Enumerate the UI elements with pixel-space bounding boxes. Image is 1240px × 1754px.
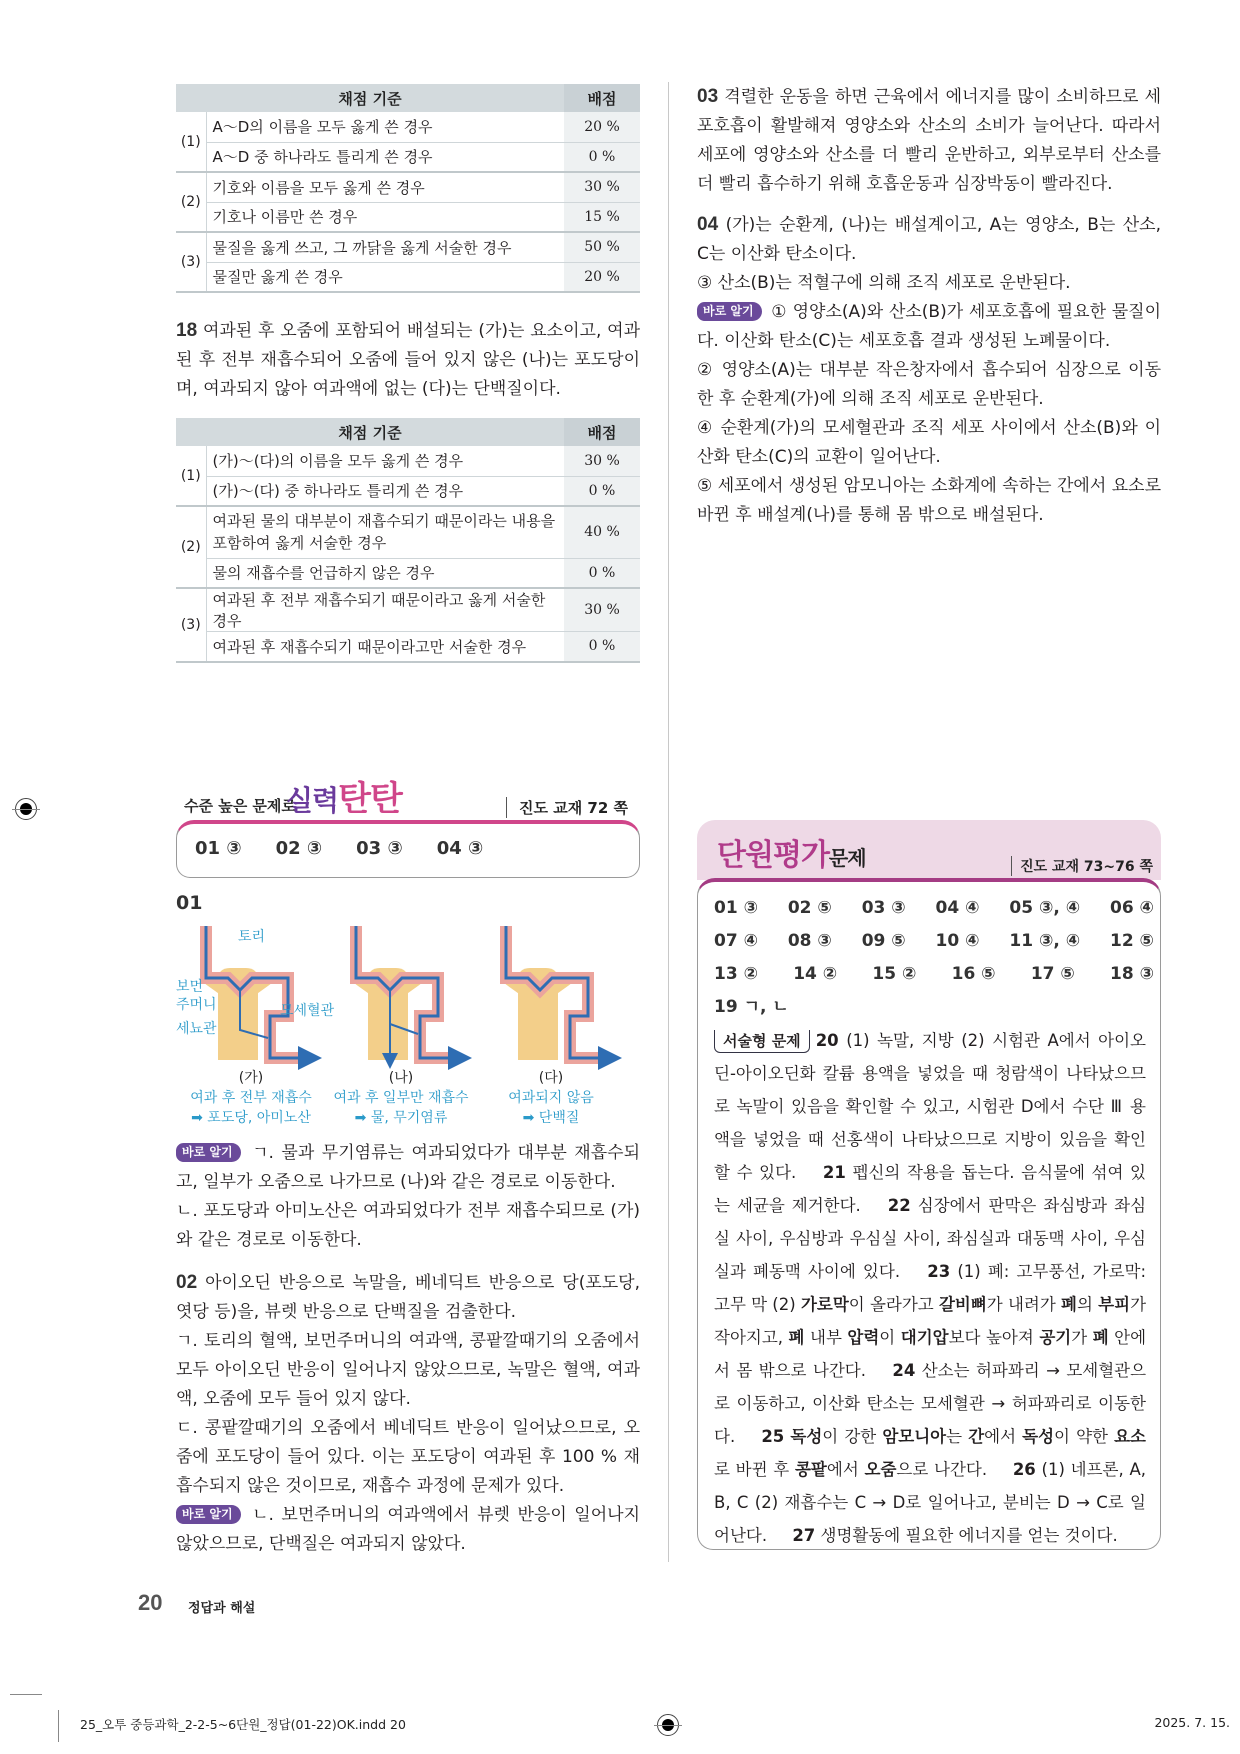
answer-text: 이 강한 (822, 1427, 883, 1446)
answer-text: 안에서 몸 밖으로 나간다. (714, 1328, 1147, 1380)
textbook-reference: 진도 교재 72 쪽 (506, 797, 628, 818)
answer-key-item: 02 ⑤ (787, 898, 832, 918)
answer-key-item: 04 ④ (935, 898, 980, 918)
answer-key-item: 13 ② (714, 964, 758, 984)
group-label: (3) (176, 588, 206, 662)
caption-ga (176, 1068, 326, 1128)
table-header-points: 배점 (564, 84, 640, 112)
keyword: 독성 (1022, 1427, 1055, 1446)
answer-key-item: 12 ⑤ (1109, 931, 1154, 951)
table-row (176, 232, 640, 262)
table-header-criteria: 채점 기준 (176, 418, 564, 446)
answer-text: 격렬한 운동을 하면 근육에서 에너지를 많이 소비하므로 세포호흡이 활발해져 영양소와 산소의 소비가 늘어난다. 따라서 세포에 영양소와 산소를 더 빨리 운반하고, 외부로부터 산소를 더 빨리 흡수하기 위해 호흡운동과 심장박동이 빨라진다. (697, 87, 1161, 194)
scoring-table-1 (176, 84, 640, 293)
correction-badge: 바로 알기 (176, 1505, 241, 1524)
table-row (176, 142, 640, 172)
answer-key-item: 06 ④ (1109, 898, 1154, 918)
label-bowman: 보먼 (176, 979, 204, 995)
criteria-cell: (가)～(다) 중 하나라도 틀리게 쓴 경우 (206, 476, 564, 506)
group-label: (2) (176, 506, 206, 588)
keyword: 부피 (1098, 1295, 1131, 1314)
answer-text: (가)는 순환계, (나)는 배설계이고, A는 영양소, B는 산소, C는 이산화 탄소이다. (697, 215, 1162, 264)
answer-text: 내부 (804, 1328, 848, 1347)
keyword: 오줌 (864, 1460, 897, 1479)
question-number: 20 (815, 1031, 839, 1050)
question-number: 18 (176, 320, 198, 341)
answer-key-grid (714, 892, 1154, 1024)
essay-answers (714, 1024, 1146, 1552)
correction-note: ㄴ. 포도당과 아미노산은 여과되었다가 전부 재흡수되므로 (가)와 같은 경로로 이동한다. (176, 1201, 640, 1250)
answer-18 (176, 316, 640, 404)
answer-text: 생명활동에 필요한 에너지를 얻는 것이다. (820, 1526, 1118, 1545)
title-main: 단원평가 (717, 838, 829, 873)
answer-key-item: 01 ③ (195, 838, 242, 859)
group-label: (1) (176, 446, 206, 506)
essay-section-tag: 서술형 문제 (714, 1030, 810, 1053)
nephron-diagram (176, 920, 640, 1130)
answer-text: 가 내려가 (986, 1295, 1062, 1314)
caption-line: ➡ 단백질 (522, 1110, 580, 1126)
caption-line: 여과 후 일부만 재흡수 (333, 1090, 469, 1106)
textbook-reference: 진도 교재 73~76 쪽 (1011, 856, 1153, 876)
slug-date: 2025. 7. 15. (1154, 1715, 1230, 1730)
answer-key-item: 03 ③ (861, 898, 906, 918)
footer-section-title: 정답과 해설 (188, 1601, 256, 1616)
keyword: 독성 (790, 1427, 823, 1446)
answer-text: 의 (1076, 1295, 1099, 1314)
answer-text: 이 올라가고 (848, 1295, 939, 1314)
answer-key-item: 17 ⑤ (1030, 964, 1075, 984)
answer-text: 이 (879, 1328, 901, 1347)
correction-note: ⑤ 세포에서 생성된 암모니아는 소화계에 속하는 간에서 요소로 바뀐 후 배설계(나)를 통해 몸 밖으로 배설된다. (697, 476, 1161, 525)
question-number: 22 (887, 1196, 911, 1215)
section-title (717, 830, 866, 874)
answer-text: (1) 네프론, A, B, C (2) 재흡수는 C → D로 일어나고, 분비는 D → C로 일어난다. (714, 1460, 1146, 1545)
points-cell: 20 % (564, 262, 640, 292)
answer-text: 여과된 후 오줌에 포함되어 배설되는 (가)는 요소이고, 여과된 후 전부 재흡수되어 오줌에 들어 있지 않은 (나)는 포도당이며, 여과되지 않아 여과액에 없는 (다)는 단백질이다. (176, 321, 640, 399)
points-cell: 30 % (564, 588, 640, 632)
criteria-cell: 물질만 옳게 쓴 경우 (206, 262, 564, 292)
keyword: 폐 (788, 1328, 805, 1347)
question-number: 02 (176, 1272, 198, 1293)
answer-text: (1) 폐: 고무풍선, 가로막: 고무 막 (2) (714, 1262, 1147, 1314)
answer-text: 아이오딘 반응으로 녹말을, 베네딕트 반응으로 당(포도당, 엿당 등)을, 뷰렛 반응으로 단백질을 검출한다. (176, 1273, 640, 1322)
table-row (176, 202, 640, 232)
table-row (176, 262, 640, 292)
criteria-cell: 물의 재흡수를 언급하지 않은 경우 (206, 558, 564, 588)
column-divider (668, 82, 669, 1562)
correction-badge: 바로 알기 (176, 1143, 241, 1162)
keyword: 압력 (847, 1328, 880, 1347)
correction-note: ④ 순환계(가)의 모세혈관과 조직 세포 사이에서 산소(B)와 이산화 탄소(C)의 교환이 일어난다. (697, 418, 1161, 467)
question-number: 27 (792, 1526, 816, 1545)
criteria-cell: 여과된 후 재흡수되기 때문이라고만 서술한 경우 (206, 632, 564, 662)
answer-row (714, 892, 1154, 925)
table-row (176, 558, 640, 588)
points-cell: 0 % (564, 476, 640, 506)
label-glomerulus: 토리 (238, 929, 266, 945)
points-cell: 0 % (564, 632, 640, 662)
unit-evaluation-section (697, 820, 1161, 1550)
answer-key-item: 11 ③, ④ (1009, 931, 1081, 951)
caption-line: 여과되지 않음 (508, 1090, 594, 1106)
criteria-cell: (가)～(다)의 이름을 모두 옳게 쓴 경우 (206, 446, 564, 476)
answer-text: (1) 녹말, 지방 (2) 시험관 A에서 아이오딘-아이오딘화 칼륨 용액을 넣었을 때 청람색이 나타났으므로 녹말이 있음을 확인할 수 있고, 시험관 D에서 수단 Ⅲ 용액을 넣었을 때 선홍색이 나타났으므로 지방이 있음을 확인할 수 있다. (714, 1031, 1146, 1182)
crop-mark (10, 1694, 42, 1695)
correction-badge: 바로 알기 (697, 302, 762, 321)
caption-tag: (나) (388, 1070, 414, 1086)
caption-line: 여과 후 전부 재흡수 (190, 1090, 312, 1106)
answer-text: 으로 나간다. (896, 1460, 988, 1479)
answer-text: 는 (946, 1427, 969, 1446)
points-cell: 0 % (564, 142, 640, 172)
table-row (176, 632, 640, 662)
answer-key-item: 02 ③ (275, 838, 323, 859)
keyword: 폐 (1092, 1328, 1109, 1347)
section-subtitle: 수준 높은 문제로 (184, 797, 296, 815)
slug-filename: 25_오투 중등과학_2-2-5~6단원_정답(01-22)OK.indd 20 (80, 1717, 406, 1732)
correction-note: ㄴ. 보먼주머니의 여과액에서 뷰렛 반응이 일어나지 않았으므로, 단백질은 여과되지 않았다. (176, 1505, 640, 1554)
answer-01-notes (176, 1139, 640, 1255)
caption-tag: (다) (538, 1070, 564, 1086)
answer-key-item: 18 ③ (1110, 964, 1154, 984)
criteria-cell: 여과된 후 전부 재흡수되기 때문이라고 옳게 서술한 경우 (206, 588, 564, 632)
caption-line: ➡ 포도당, 아미노산 (191, 1110, 311, 1126)
answer-key-item: 05 ③, ④ (1009, 898, 1081, 918)
answer-04 (697, 210, 1161, 530)
group-label: (2) (176, 172, 206, 232)
correction-note: ㄱ. 물과 무기염류는 여과되었다가 대부분 재흡수되고, 일부가 오줌으로 나가므로 (나)와 같은 경로로 이동한다. (176, 1143, 640, 1192)
answer-row (714, 925, 1154, 958)
answer-key-item: 09 ⑤ (861, 931, 906, 951)
caption-da (476, 1068, 626, 1128)
answer-key-item: 03 ③ (356, 838, 403, 859)
criteria-cell: A～D 중 하나라도 틀리게 쓴 경우 (206, 142, 564, 172)
explanation-item: ㄷ. 콩팥깔때기의 오줌에서 베네딕트 반응이 일어났으므로, 오줌에 포도당이 들어 있다. 이는 포도당이 여과된 후 100 % 재흡수되지 않은 것이므로, 재흡수 과정에 문제가 있다. (176, 1418, 640, 1496)
answer-text: 가 (1071, 1328, 1093, 1347)
table-header-points: 배점 (564, 418, 640, 446)
points-cell: 30 % (564, 172, 640, 202)
answer-text: 이 약한 (1054, 1427, 1115, 1446)
group-label: (3) (176, 232, 206, 292)
answer-text: 산소는 허파꽈리 → 모세혈관으로 이동하고, 이산화 탄소는 모세혈관 → 허파꽈리로 이동한다. (714, 1361, 1147, 1446)
table-header-criteria: 채점 기준 (176, 84, 564, 112)
criteria-cell: 물질을 옳게 쓰고, 그 까닭을 옳게 서술한 경우 (206, 232, 564, 262)
page-number: 20 (138, 1590, 163, 1615)
answer-key-item: 01 ③ (714, 898, 758, 918)
keyword: 가로막 (800, 1295, 849, 1314)
question-number: 26 (1012, 1460, 1036, 1479)
table-row (176, 446, 640, 476)
answer-key-item: 08 ③ (787, 931, 832, 951)
registration-mark-icon (657, 1714, 679, 1736)
unit-evaluation-header (697, 820, 1161, 880)
correction-note: ② 영양소(A)는 대부분 작은창자에서 흡수되어 심장으로 이동한 후 순환계(가)에 의해 조직 세포로 운반된다. (697, 360, 1161, 409)
crop-mark (58, 1710, 59, 1742)
question-number: 01 (176, 892, 203, 914)
table-row (176, 112, 640, 142)
points-cell: 20 % (564, 112, 640, 142)
question-number: 21 (822, 1163, 846, 1182)
explanation-item: ㄱ. 토리의 혈액, 보먼주머니의 여과액, 콩팥깔때기의 오줌에서 모두 아이오딘 반응이 일어나지 않았으므로, 녹말은 혈액, 여과액, 오줌에 모두 들어 있지 않다. (176, 1331, 640, 1409)
answer-text: 에서 (826, 1460, 865, 1479)
answer-key-item: 04 ③ (436, 838, 484, 859)
answer-text: 펩신의 작용을 돕는다. 음식물에 섞여 있는 세균을 제거한다. (714, 1163, 1146, 1215)
answer-02 (176, 1268, 640, 1559)
scoring-table-2 (176, 418, 640, 663)
answer-row (714, 958, 1154, 991)
correction-note: ① 영양소(A)와 산소(B)가 세포호흡에 필요한 물질이다. 이산화 탄소(C)는 세포호흡 결과 생성된 노폐물이다. (697, 302, 1161, 351)
table-row (176, 476, 640, 506)
keyword: 갈비뼈 (938, 1295, 987, 1314)
keyword: 콩팥 (794, 1460, 827, 1479)
criteria-cell: A～D의 이름을 모두 옳게 쓴 경우 (206, 112, 564, 142)
answer-03 (697, 82, 1161, 199)
caption-tag: (가) (238, 1070, 264, 1086)
answer-text: 로 바뀐 후 (714, 1460, 795, 1479)
question-number: 04 (697, 214, 719, 235)
caption-na (326, 1068, 476, 1128)
keyword: 대기압 (900, 1328, 949, 1347)
answer-key-item: 19 ㄱ, ㄴ (714, 997, 789, 1017)
question-number: 03 (697, 86, 719, 107)
points-cell: 40 % (564, 506, 640, 558)
answer-key-item: 16 ⑤ (951, 964, 996, 984)
label-bowman-2: 주머니 (176, 997, 217, 1013)
title-part-a: 실력 (286, 784, 339, 817)
answer-key-box (176, 820, 640, 878)
criteria-cell: 기호와 이름을 모두 옳게 쓴 경우 (206, 172, 564, 202)
label-tubule: 세뇨관 (176, 1021, 217, 1037)
answer-key-item: 07 ④ (714, 931, 758, 951)
title-sub: 문제 (828, 846, 866, 870)
answer-key-item: 14 ② (793, 964, 838, 984)
question-number: 24 (892, 1361, 916, 1380)
keyword: 요소 (1114, 1427, 1146, 1446)
answer-row (714, 991, 1154, 1024)
answer-text: 에서 (984, 1427, 1023, 1446)
table-row (176, 172, 640, 202)
answer-text: 가 작아지고, (714, 1295, 1147, 1347)
keyword: 간 (968, 1427, 985, 1446)
keyword: 폐 (1061, 1295, 1077, 1314)
keyword: 공기 (1039, 1328, 1072, 1347)
answer-text: 보다 높아져 (948, 1328, 1040, 1347)
label-capillary: 모세혈관 (280, 1003, 335, 1019)
table-row (176, 506, 640, 558)
points-cell: 0 % (564, 558, 640, 588)
table-row (176, 588, 640, 632)
group-label: (1) (176, 112, 206, 172)
keyword: 암모니아 (882, 1427, 947, 1446)
section-header-silryeok (176, 780, 640, 822)
answer-key-item: 15 ② (872, 964, 917, 984)
unit-evaluation-body (697, 878, 1161, 1550)
caption-line: ➡ 물, 무기염류 (354, 1110, 448, 1126)
title-part-b: 탄탄 (338, 779, 402, 819)
section-title (286, 771, 402, 820)
points-cell: 50 % (564, 232, 640, 262)
criteria-cell: 기호나 이름만 쓴 경우 (206, 202, 564, 232)
answer-key-item: 10 ④ (935, 931, 980, 951)
registration-mark-icon (15, 798, 37, 820)
points-cell: 15 % (564, 202, 640, 232)
criteria-cell: 여과된 물의 대부분이 재흡수되기 때문이라는 내용을 포함하여 옳게 서술한 경우 (206, 506, 564, 558)
question-number: 23 (927, 1262, 951, 1281)
correct-choice: ③ 산소(B)는 적혈구에 의해 조직 세포로 운반된다. (697, 273, 1071, 293)
points-cell: 30 % (564, 446, 640, 476)
question-number: 25 (761, 1427, 785, 1446)
answer-text: 심장에서 판막은 좌심방과 좌심실 사이, 우심방과 우심실 사이, 좌심실과 대동맥 사이, 우심실과 폐동맥 사이에 있다. (714, 1196, 1147, 1281)
